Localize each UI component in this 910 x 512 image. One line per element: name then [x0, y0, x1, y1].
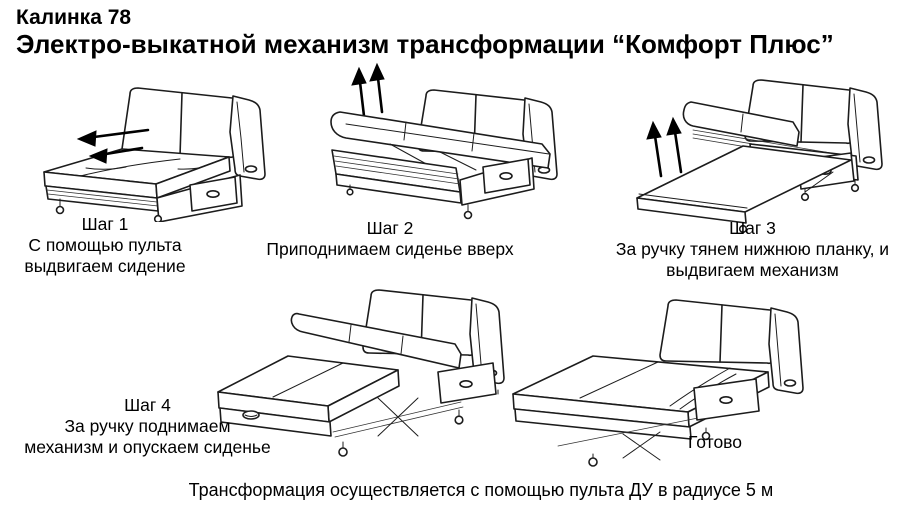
step3-label: Шаг 3 — [729, 218, 776, 238]
done-caption — [635, 432, 795, 453]
step1-caption — [10, 214, 200, 277]
sofa-armrest — [230, 96, 265, 179]
step2-sofa-illustration — [318, 62, 586, 232]
sofa-backrest — [122, 88, 239, 157]
step3-sofa-illustration — [593, 66, 895, 234]
done-label: Готово — [687, 432, 743, 452]
step3-caption-line1: За ручку тянем нижнюю планку, и — [615, 239, 890, 259]
page-subtitle: Электро-выкатной механизм трансформации “Комфорт Плюс” — [16, 29, 834, 59]
step1-caption-line2: выдвигаем сидение — [24, 256, 186, 276]
step2-caption — [250, 218, 530, 260]
step2-caption-line1: Приподнимаем сиденье вверх — [266, 239, 514, 259]
step3-caption-line2: выдвигаем механизм — [666, 260, 839, 280]
step1-caption-line1: С помощью пульта — [28, 235, 182, 255]
sofa-backrest — [660, 300, 777, 363]
footer-note: Трансформация осуществляется с помощью пульта ДУ в радиусе 5 м — [188, 480, 774, 500]
page-title: Калинка 78 — [16, 6, 132, 29]
step4-caption — [20, 395, 275, 458]
step4-caption-line1: За ручку поднимаем — [64, 416, 231, 436]
sofa-armrest — [769, 308, 803, 393]
step3-caption — [600, 218, 905, 281]
step1-sofa-illustration — [30, 72, 280, 222]
lift-up-arrows-icon — [647, 118, 681, 176]
step4-label: Шаг 4 — [124, 395, 171, 415]
step2-label: Шаг 2 — [366, 218, 414, 238]
step4-caption-line2: механизм и опускаем сиденье — [24, 437, 271, 457]
step1-label: Шаг 1 — [81, 214, 129, 234]
lift-up-arrows-icon — [352, 64, 384, 116]
sofa-base — [438, 363, 498, 424]
